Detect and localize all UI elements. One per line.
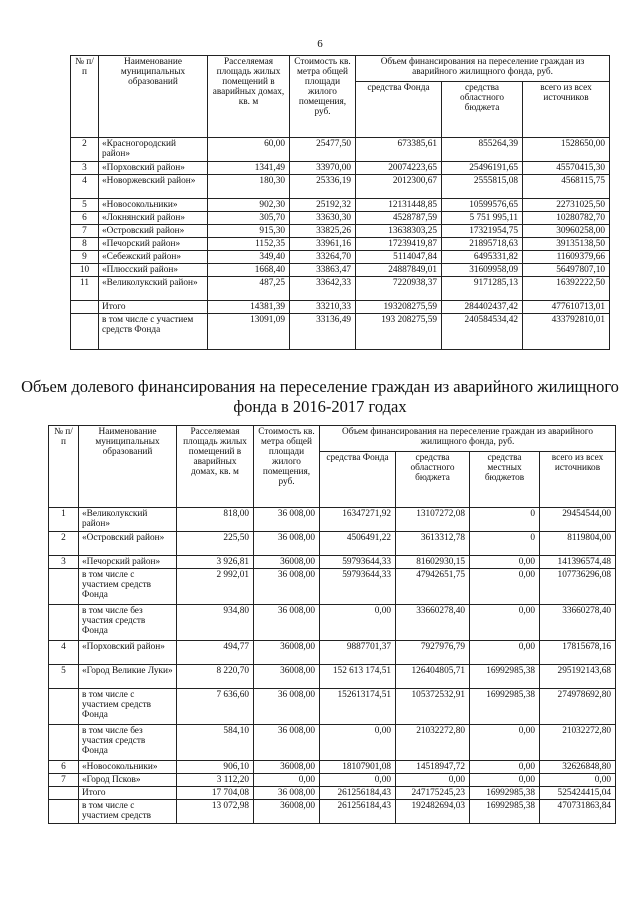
cell-cost: 36 008,00: [254, 725, 320, 761]
table-row: [71, 277, 610, 301]
cell-area: 180,30: [208, 175, 290, 199]
cell-name: Итого: [79, 787, 177, 800]
cell-regional: 126404805,71: [396, 665, 470, 689]
cell-area: 13091,09: [208, 314, 290, 350]
cell-cost: 25477,50: [290, 138, 356, 162]
cell-regional: 21032272,80: [396, 725, 470, 761]
cell-total: 16392222,50: [523, 277, 610, 301]
cell-cost: 36 008,00: [254, 689, 320, 725]
cell-fund: 193208275,59: [356, 301, 442, 314]
cell-name: «Красногородский район»: [99, 138, 208, 162]
cell-regional: 3613312,78: [396, 532, 470, 556]
cell-regional: 284402437,42: [442, 301, 523, 314]
cell-fund: 16347271,92: [320, 508, 396, 532]
cell-fund: 12131448,85: [356, 199, 442, 212]
cell-num: [71, 301, 99, 314]
cell-num: [49, 787, 79, 800]
cell-name: в том числе с участием средств Фонда: [99, 314, 208, 350]
cell-fund: 673385,61: [356, 138, 442, 162]
header-regional: средства областного бюджета: [396, 452, 470, 508]
header-area: Расселяемая площадь жилых помещений в аварийных домах, кв. м: [208, 56, 290, 138]
cell-fund: 9887701,37: [320, 641, 396, 665]
header-cost: Стоимость кв. метра общей площади жилого помещения, руб.: [290, 56, 356, 138]
cell-area: 906,10: [177, 761, 254, 774]
table-row: [71, 251, 610, 264]
cell-regional: 9171285,13: [442, 277, 523, 301]
cell-regional: 192482694,03: [396, 800, 470, 824]
cell-fund: 4506491,22: [320, 532, 396, 556]
cell-total: 525424415,04: [540, 787, 616, 800]
header-local: средства местных бюджетов: [470, 452, 540, 508]
cell-total: 433792810,01: [523, 314, 610, 350]
cell-name: «Плюсский район»: [99, 264, 208, 277]
cell-local: 16992985,38: [470, 787, 540, 800]
cell-regional: 0,00: [396, 774, 470, 787]
funding-table-2: [48, 425, 616, 824]
cell-name: в том числе с участием средств: [79, 800, 177, 824]
cell-area: 225,50: [177, 532, 254, 556]
cell-name: «Порховский район»: [99, 162, 208, 175]
cell-name: «Островский район»: [99, 225, 208, 238]
cell-cost: 36 008,00: [254, 508, 320, 532]
cell-local: 0,00: [470, 641, 540, 665]
cell-total: 141396574,48: [540, 556, 616, 569]
cell-name: «Локнянский район»: [99, 212, 208, 225]
cell-regional: 25496191,65: [442, 162, 523, 175]
cell-regional: 33660278,40: [396, 605, 470, 641]
cell-num: 7: [71, 225, 99, 238]
table-row: [49, 641, 616, 665]
cell-regional: 5 751 995,11: [442, 212, 523, 225]
cell-regional: 13107272,08: [396, 508, 470, 532]
cell-name: в том числе с участием средств Фонда: [79, 569, 177, 605]
cell-area: 349,40: [208, 251, 290, 264]
cell-name: Итого: [99, 301, 208, 314]
table-row: [49, 761, 616, 774]
cell-num: 6: [71, 212, 99, 225]
cell-total: 11609379,66: [523, 251, 610, 264]
cell-fund: 0,00: [320, 774, 396, 787]
cell-num: 7: [49, 774, 79, 787]
table-row: [71, 238, 610, 251]
header-funding: Объем финансирования на переселение граждан из аварийного жилищного фонда, руб.: [320, 426, 616, 452]
cell-cost: 33863,47: [290, 264, 356, 277]
cell-name: в том числе без участия средств Фонда: [79, 725, 177, 761]
cell-name: «Печорский район»: [99, 238, 208, 251]
cell-num: 1: [49, 508, 79, 532]
cell-area: 902,30: [208, 199, 290, 212]
cell-area: 494,77: [177, 641, 254, 665]
cell-name: «Город Псков»: [79, 774, 177, 787]
cell-cost: 33210,33: [290, 301, 356, 314]
cell-cost: 25336,19: [290, 175, 356, 199]
cell-fund: 24887849,01: [356, 264, 442, 277]
cell-cost: 33961,16: [290, 238, 356, 251]
cell-name: «Великолукский район»: [79, 508, 177, 532]
cell-cost: 36 008,00: [254, 569, 320, 605]
cell-total: 4568115,75: [523, 175, 610, 199]
cell-fund: 18107901,08: [320, 761, 396, 774]
cell-area: 14381,39: [208, 301, 290, 314]
header-total: всего из всех источников: [523, 82, 610, 138]
cell-fund: 2012300,67: [356, 175, 442, 199]
cell-local: 0,00: [470, 774, 540, 787]
table-row: [71, 199, 610, 212]
cell-fund: 0,00: [320, 725, 396, 761]
table-row: [71, 138, 610, 162]
table-row: [49, 665, 616, 689]
cell-area: 584,10: [177, 725, 254, 761]
cell-num: 5: [49, 665, 79, 689]
cell-cost: 33642,33: [290, 277, 356, 301]
cell-total: 39135138,50: [523, 238, 610, 251]
cell-area: 3 926,81: [177, 556, 254, 569]
section-title: Объем долевого финансирования на переселение граждан из аварийного жилищного фонда в 2016-2017 годах: [21, 377, 619, 416]
cell-fund: 17239419,87: [356, 238, 442, 251]
cell-fund: 152 613 174,51: [320, 665, 396, 689]
cell-regional: 855264,39: [442, 138, 523, 162]
cell-num: 4: [71, 175, 99, 199]
cell-total: 45570415,30: [523, 162, 610, 175]
cell-area: 1152,35: [208, 238, 290, 251]
cell-area: 2 992,01: [177, 569, 254, 605]
cell-total: 477610713,01: [523, 301, 610, 314]
header-total: всего из всех источников: [540, 452, 616, 508]
cell-cost: 0,00: [254, 774, 320, 787]
table-row: [71, 212, 610, 225]
cell-cost: 33630,30: [290, 212, 356, 225]
table-row: [49, 508, 616, 532]
cell-regional: 105372532,91: [396, 689, 470, 725]
cell-num: 8: [71, 238, 99, 251]
cell-num: [49, 800, 79, 824]
cell-local: 0,00: [470, 761, 540, 774]
table-row: [49, 532, 616, 556]
table-row: [71, 225, 610, 238]
cell-num: [49, 689, 79, 725]
cell-name: «Новоржевский район»: [99, 175, 208, 199]
cell-total: 470731863,84: [540, 800, 616, 824]
cell-regional: 2555815,08: [442, 175, 523, 199]
header-num: № п/п: [49, 426, 79, 508]
table-row: [71, 175, 610, 199]
cell-cost: 36 008,00: [254, 787, 320, 800]
cell-regional: 17321954,75: [442, 225, 523, 238]
cell-fund: 0,00: [320, 605, 396, 641]
cell-fund: 261256184,43: [320, 787, 396, 800]
cell-name: «Порховский район»: [79, 641, 177, 665]
cell-fund: 20074223,65: [356, 162, 442, 175]
table-row: [49, 689, 616, 725]
cell-cost: 36008,00: [254, 761, 320, 774]
cell-fund: 59793644,33: [320, 556, 396, 569]
cell-area: 8 220,70: [177, 665, 254, 689]
cell-fund: 261256184,43: [320, 800, 396, 824]
cell-cost: 33264,70: [290, 251, 356, 264]
table-row: [71, 301, 610, 314]
cell-local: 16992985,38: [470, 800, 540, 824]
header-fund: средства Фонда: [356, 82, 442, 138]
cell-cost: 36008,00: [254, 665, 320, 689]
cell-fund: 5114047,84: [356, 251, 442, 264]
cell-name: «Город Великие Луки»: [79, 665, 177, 689]
cell-num: 5: [71, 199, 99, 212]
cell-name: «Великолукский район»: [99, 277, 208, 301]
table-row: [71, 314, 610, 350]
cell-total: 30960258,00: [523, 225, 610, 238]
cell-regional: 31609958,09: [442, 264, 523, 277]
table-row: [71, 162, 610, 175]
cell-regional: 6495331,82: [442, 251, 523, 264]
table-row: [49, 569, 616, 605]
cell-total: 10280782,70: [523, 212, 610, 225]
cell-local: 16992985,38: [470, 665, 540, 689]
cell-local: 0,00: [470, 605, 540, 641]
table-row: [49, 556, 616, 569]
cell-num: 11: [71, 277, 99, 301]
cell-name: «Новосокольники»: [79, 761, 177, 774]
cell-num: 2: [49, 532, 79, 556]
cell-name: «Островский район»: [79, 532, 177, 556]
header-cost: Стоимость кв. метра общей площади жилого помещения, руб.: [254, 426, 320, 508]
cell-cost: 36008,00: [254, 556, 320, 569]
cell-local: 0,00: [470, 725, 540, 761]
cell-regional: 240584534,42: [442, 314, 523, 350]
cell-num: 3: [71, 162, 99, 175]
cell-regional: 81602930,15: [396, 556, 470, 569]
cell-cost: 33825,26: [290, 225, 356, 238]
cell-area: 7 636,60: [177, 689, 254, 725]
cell-total: 32626848,80: [540, 761, 616, 774]
cell-num: [49, 725, 79, 761]
cell-local: 0,00: [470, 569, 540, 605]
cell-regional: 10599576,65: [442, 199, 523, 212]
cell-cost: 25192,32: [290, 199, 356, 212]
cell-num: 3: [49, 556, 79, 569]
cell-fund: 152613174,51: [320, 689, 396, 725]
cell-regional: 7927976,79: [396, 641, 470, 665]
cell-total: 21032272,80: [540, 725, 616, 761]
cell-name: в том числе без участия средств Фонда: [79, 605, 177, 641]
header-num: № п/п: [71, 56, 99, 138]
cell-regional: 14518947,72: [396, 761, 470, 774]
cell-total: 33660278,40: [540, 605, 616, 641]
cell-name: «Новосокольники»: [99, 199, 208, 212]
cell-area: 1341,49: [208, 162, 290, 175]
cell-fund: 7220938,37: [356, 277, 442, 301]
cell-local: 0: [470, 508, 540, 532]
cell-total: 274978692,80: [540, 689, 616, 725]
header-area: Расселяемая площадь жилых помещений в аварийных домах, кв. м: [177, 426, 254, 508]
cell-area: 3 112,20: [177, 774, 254, 787]
cell-fund: 193 208275,59: [356, 314, 442, 350]
cell-local: 0,00: [470, 556, 540, 569]
funding-table-1: [70, 55, 610, 350]
cell-total: 17815678,16: [540, 641, 616, 665]
cell-num: 4: [49, 641, 79, 665]
cell-num: 10: [71, 264, 99, 277]
cell-cost: 33136,49: [290, 314, 356, 350]
table-row: [49, 725, 616, 761]
table-row: [49, 605, 616, 641]
cell-name: «Себежский район»: [99, 251, 208, 264]
cell-total: 0,00: [540, 774, 616, 787]
cell-local: 0: [470, 532, 540, 556]
cell-area: 934,80: [177, 605, 254, 641]
cell-area: 60,00: [208, 138, 290, 162]
cell-local: 16992985,38: [470, 689, 540, 725]
cell-total: 56497807,10: [523, 264, 610, 277]
cell-fund: 59793644,33: [320, 569, 396, 605]
page-number: 6: [317, 38, 323, 50]
cell-num: 9: [71, 251, 99, 264]
cell-area: 915,30: [208, 225, 290, 238]
header-regional: средства областного бюджета: [442, 82, 523, 138]
cell-num: [71, 314, 99, 350]
cell-area: 818,00: [177, 508, 254, 532]
cell-total: 22731025,50: [523, 199, 610, 212]
header-name: Наименование муниципальных образований: [79, 426, 177, 508]
cell-cost: 36008,00: [254, 641, 320, 665]
cell-area: 1668,40: [208, 264, 290, 277]
cell-num: 2: [71, 138, 99, 162]
cell-total: 29454544,00: [540, 508, 616, 532]
cell-fund: 13638303,25: [356, 225, 442, 238]
table-row: [71, 264, 610, 277]
cell-total: 8119804,00: [540, 532, 616, 556]
cell-cost: 36 008,00: [254, 532, 320, 556]
cell-regional: 21895718,63: [442, 238, 523, 251]
header-funding: Объем финансирования на переселение граждан из аварийного жилищного фонда, руб.: [356, 56, 610, 82]
cell-area: 487,25: [208, 277, 290, 301]
cell-regional: 247175245,23: [396, 787, 470, 800]
cell-total: 295192143,68: [540, 665, 616, 689]
cell-total: 1528650,00: [523, 138, 610, 162]
cell-cost: 36 008,00: [254, 605, 320, 641]
cell-area: 305,70: [208, 212, 290, 225]
cell-fund: 4528787,59: [356, 212, 442, 225]
cell-num: [49, 569, 79, 605]
header-fund: средства Фонда: [320, 452, 396, 508]
table-row: [49, 774, 616, 787]
table-row: [49, 787, 616, 800]
cell-regional: 47942651,75: [396, 569, 470, 605]
cell-name: «Печорский район»: [79, 556, 177, 569]
cell-num: 6: [49, 761, 79, 774]
cell-area: 17 704,08: [177, 787, 254, 800]
cell-area: 13 072,98: [177, 800, 254, 824]
table-row: [49, 800, 616, 824]
header-name: Наименование муниципальных образований: [99, 56, 208, 138]
cell-num: [49, 605, 79, 641]
cell-total: 107736296,08: [540, 569, 616, 605]
cell-cost: 33970,00: [290, 162, 356, 175]
cell-name: в том числе с участием средств Фонда: [79, 689, 177, 725]
cell-cost: 36008,00: [254, 800, 320, 824]
